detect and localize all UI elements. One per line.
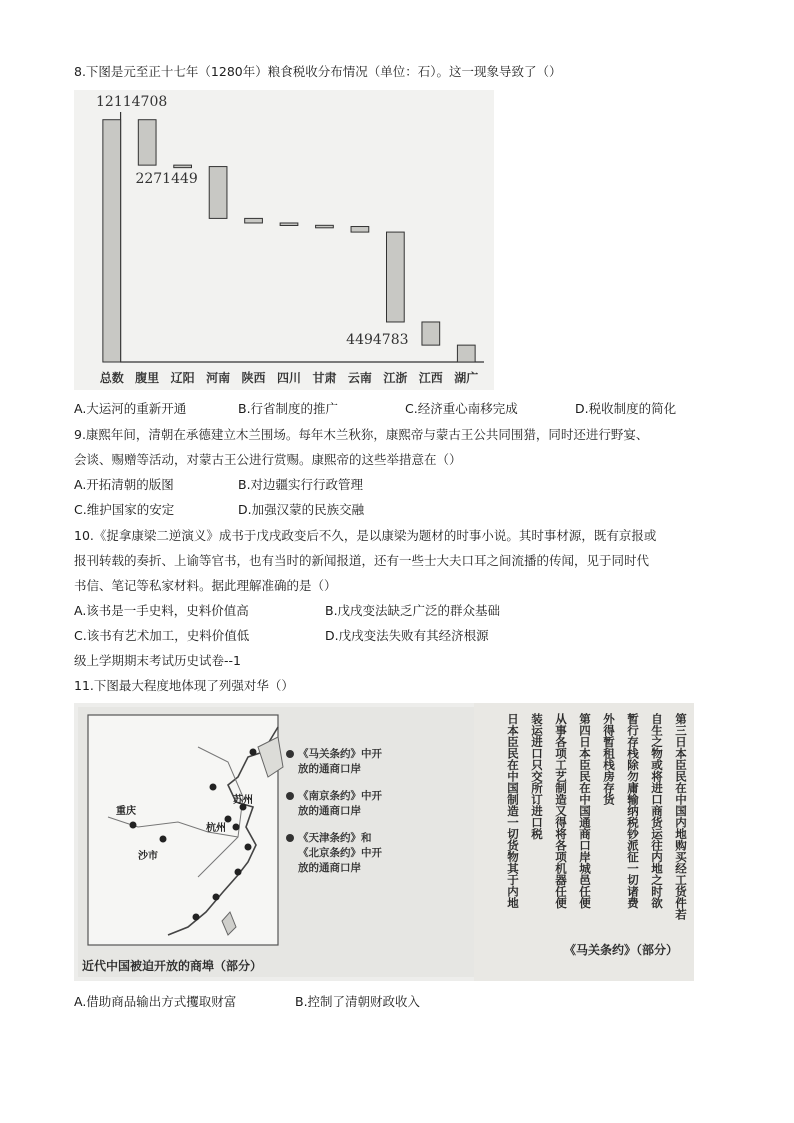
q11-stem: 11.下图最大程度地体现了列强对华（） (74, 678, 294, 693)
treaty-caption: 《马关条约》（部分） (564, 943, 679, 957)
legend-maguan: 《马关条约》中开 放的通商口岸 (286, 747, 382, 777)
bar-8 (387, 232, 405, 322)
treaty-column: 装运进口只交所订进口税 (530, 713, 544, 840)
bar-1 (138, 120, 156, 165)
data-label-2: 4494783 (346, 331, 409, 348)
q8-option-d[interactable]: D.税收制度的简化 (575, 401, 677, 416)
tick-label-5: 四川 (276, 371, 302, 385)
map-caption: 近代中国被迫开放的商埠（部分） (82, 959, 263, 973)
q11-option-b[interactable]: B.控制了清朝财政收入 (295, 994, 421, 1009)
tick-label-7: 云南 (347, 371, 372, 385)
tick-label-6: 甘肃 (312, 371, 337, 385)
data-label-0: 12114708 (96, 94, 168, 110)
legend-nanjing: 《南京条约》中开 放的通商口岸 (286, 789, 382, 819)
treaty-column: 从事各项工艺制造又得将各项机器任便 (554, 713, 568, 909)
q9-option-b[interactable]: B.对边疆实行行政管理 (238, 477, 364, 492)
q9-stem-line-1: 9.康熙年间，清朝在承德建立木兰围场。每年木兰秋狝，康熙帝与蒙古王公共同围猎，同时还进行野宴、 (74, 427, 649, 442)
q10-option-c[interactable]: C.该书有艺术加工，史料价值低 (74, 628, 250, 643)
tick-label-3: 河南 (206, 371, 231, 385)
legend-tianjin-beijing: 《天津条约》和 《北京条约》中开 放的通商口岸 (286, 831, 382, 876)
treaty-text-excerpt (474, 703, 694, 981)
city-hangzhou-label: 杭州 (206, 823, 226, 834)
bar-3 (209, 167, 227, 219)
bar-10 (457, 345, 475, 362)
q10-stem-line-3: 书信、笔记等私家材料。据此理解准确的是（） (74, 578, 337, 593)
data-label-1: 2271449 (135, 171, 198, 188)
q10-stem-line-1: 10.《捉拿康梁二逆演义》成书于戊戌政变后不久，是以康梁为题材的时事小说。其时事材源，既有京报或 (74, 528, 657, 543)
tick-label-1: 腹里 (135, 371, 160, 385)
tick-label-4: 陕西 (241, 371, 266, 385)
china-coast-map-drawing (78, 707, 478, 977)
bar-9 (422, 322, 440, 345)
tax-chart (74, 90, 494, 390)
q10-option-a[interactable]: A.该书是一手史料，史料价值高 (74, 603, 249, 618)
treaty-column: 第四日本臣民在中国通商口岸城邑任便 (578, 713, 592, 909)
treaty-column: 外得暂租栈房存货 (602, 713, 616, 805)
bar-6 (316, 225, 334, 228)
q10-option-b[interactable]: B.戊戌变法缺乏广泛的群众基础 (325, 603, 501, 618)
q8-option-a[interactable]: A.大运河的重新开通 (74, 401, 187, 416)
q10-stem-line-2: 报刊转载的奏折、上谕等官书，也有当时的新闻报道，还有一些士大夫口耳之间流播的传闻，见于同时代 (74, 553, 650, 568)
q8-option-c[interactable]: C.经济重心南移完成 (405, 401, 518, 416)
tax-waterfall-chart (74, 90, 494, 390)
q9-option-d[interactable]: D.加强汉蒙的民族交融 (238, 502, 365, 517)
bar-7 (351, 227, 369, 233)
treaty-column: 第三日本臣民在中国内地购买经工货件若 (674, 713, 688, 920)
q9-option-c[interactable]: C.维护国家的安定 (74, 502, 175, 517)
tick-label-9: 江西 (418, 371, 443, 385)
q8-option-b[interactable]: B.行省制度的推广 (238, 401, 339, 416)
q8-stem: 8.下图是元至正十七年（1280年）粮食税收分布情况（单位：石）。这一现象导致了（） (74, 64, 562, 79)
legend-dot-icon (286, 834, 294, 842)
q9-option-a[interactable]: A.开拓清朝的版图 (74, 477, 174, 492)
treaty-column: 暂行存栈除勿庸输纳税钞派征一切诸费 (626, 713, 640, 909)
bar-0 (103, 120, 121, 362)
treaty-column: 自生之物或将进口商货运往内地之时欲 (650, 713, 664, 909)
city-suzhou-label: 苏州 (233, 795, 253, 806)
bar-4 (245, 218, 263, 223)
tick-label-10: 湖广 (454, 371, 479, 385)
bar-5 (280, 223, 298, 226)
q10-option-d[interactable]: D.戊戌变法失败有其经济根源 (325, 628, 489, 643)
treaty-ports-map (78, 707, 478, 977)
q9-stem-line-2: 会谈、赐赠等活动，对蒙古王公进行赏赐。康熙帝的这些举措意在（） (74, 452, 462, 467)
bar-2 (174, 165, 192, 168)
tick-label-8: 江浙 (383, 371, 408, 385)
tick-label-2: 辽阳 (170, 371, 195, 385)
city-chongqing-label: 重庆 (116, 806, 136, 817)
q11-option-a[interactable]: A.借助商品输出方式攫取财富 (74, 994, 237, 1009)
city-shashi-label: 沙市 (138, 851, 158, 862)
tick-label-0: 总数 (99, 371, 124, 385)
legend-dot-icon (286, 750, 294, 758)
page-footer-text: 级上学期期末考试历史试卷--1 (74, 653, 241, 668)
q11-figure (74, 703, 694, 981)
legend-dot-icon (286, 792, 294, 800)
treaty-column: 日本臣民在中国制造一切货物其于内地 (506, 713, 520, 909)
